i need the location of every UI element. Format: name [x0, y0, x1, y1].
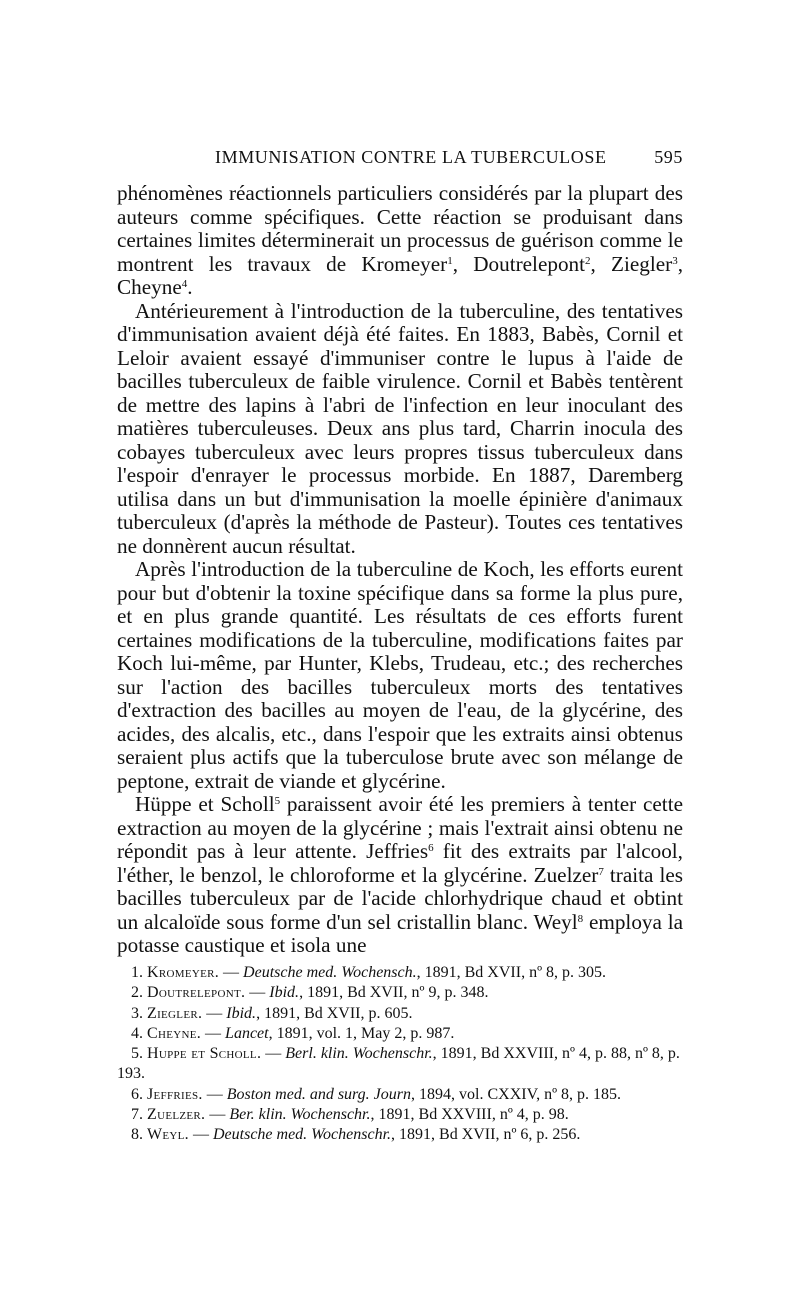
footnote-number: 7.: [131, 1106, 147, 1124]
footnote-dash: —: [245, 984, 270, 1002]
footnote: [117, 983, 683, 1003]
footnote-journal: Ber. klin. Wochenschr.: [229, 1106, 371, 1124]
footnote-journal: Deutsche med. Wochenschr.: [212, 1126, 392, 1144]
footnote-dash: —: [261, 1045, 286, 1063]
footnote-author: Jeffries.: [147, 1085, 203, 1103]
paragraph: [117, 300, 683, 559]
paragraph-text: .: [187, 275, 193, 299]
page-number: 595: [654, 147, 683, 167]
footnote: [117, 1004, 683, 1024]
footnote-dash: —: [202, 1004, 227, 1022]
footnote-marker: 1: [447, 254, 453, 267]
paragraph-text: , Cheyne: [117, 251, 683, 299]
footnote-number: 8.: [131, 1126, 147, 1144]
footnote-details: , 1891, Bd XVII, nº 9, p. 348.: [299, 984, 489, 1002]
footnote-author: Ziegler.: [147, 1004, 203, 1022]
footnote-details: , 1891, Bd XVII, nº 8, p. 305.: [416, 964, 607, 981]
paragraph-text: traita les bacilles tuberculeux par de l'acide chlorhydrique chaud et obtint un alcaloïde sous forme d'un sel cristallin blanc. Weyl: [117, 862, 683, 934]
footnote-number: 2.: [131, 984, 147, 1002]
paragraph-text: , Ziegler: [590, 251, 673, 276]
footnote: [117, 1125, 683, 1145]
footnote-dash: —: [188, 1126, 213, 1144]
footnote-author: Doutrelepont.: [147, 984, 246, 1002]
footnote-journal: Deutsche med. Wochensch.: [243, 964, 417, 981]
footnote-number: 5.: [131, 1045, 147, 1063]
footnotes: [117, 963, 683, 1146]
paragraph: [117, 558, 683, 793]
footnote-details: , 1891, Bd XVII, p. 605.: [256, 1004, 413, 1022]
body-text: [117, 182, 683, 958]
footnote: [117, 1105, 683, 1125]
paragraph-text: paraissent avoir été les premiers à tenter cette extraction au moyen de la glycérine ; mais l'extrait ainsi obtenu ne répondit pas à leur attente. Jeffries: [117, 792, 683, 863]
footnote-author: Cheyne.: [147, 1024, 202, 1042]
footnote-details: , 1891, Bd XXVIII, nº 4, p. 88, nº 8, p. 193.: [117, 1045, 680, 1083]
footnote-dash: —: [219, 964, 244, 981]
footnote-journal: Boston med. and surg. Journ: [226, 1085, 412, 1103]
footnote-dash: —: [202, 1085, 227, 1103]
footnote-journal: Berl. klin. Wochenschr.: [285, 1045, 433, 1063]
footnote-number: 3.: [131, 1004, 147, 1022]
footnote-dash: —: [201, 1024, 226, 1042]
footnote-details: , 1894, vol. CXXIV, nº 8, p. 185.: [411, 1085, 622, 1103]
footnote-marker: 3: [672, 254, 678, 267]
footnote-number: 1.: [131, 964, 147, 981]
footnote-author: Kromeyer.: [147, 964, 220, 981]
footnote: [117, 1044, 683, 1085]
footnote: [117, 963, 683, 983]
paragraph: [117, 182, 683, 300]
paragraph-text: Après l'introduction de la tuberculine de Koch, les efforts eurent pour but d'obtenir la toxine spécifique dans sa forme la plus pure, et en plus grande quantité. Les résultats de ces efforts furent certaines modifications de la tuberculine, modifications faites par Koch lui-même, par Hunter, Klebs, Trudeau, etc.; des recherches sur l'action des bacilles tuberculeux morts des tentatives d'extraction des bacilles au moyen de l'eau, de la glycérine, des acides, des alcalis, etc., dans l'espoir que les extraits ainsi obtenus seraient plus actifs que la tuberculose brute avec son mélange de peptone, extrait de viande et glycérine.: [117, 557, 683, 793]
footnote-marker: 8: [577, 912, 584, 925]
footnote-author: Zuelzer.: [147, 1106, 206, 1124]
footnote-marker: 6: [428, 842, 434, 854]
footnote-author: Huppe et Scholl.: [147, 1045, 262, 1063]
paragraph-text: Hüppe et Scholl: [135, 792, 275, 816]
footnote: [117, 1085, 683, 1105]
footnote-dash: —: [205, 1106, 230, 1124]
footnote-number: 4.: [131, 1024, 147, 1042]
footnote-journal: Lancet: [225, 1024, 269, 1042]
paragraph-text: Antérieurement à l'introduction de la tuberculine, des tentatives d'immunisation avaient déjà été faites. En 1883, Babès, Cornil et Leloir avaient essayé d'immuniser contre le lupus à l'aide de bacilles tuberculeux de faible virulence. Cornil et Babès tentèrent de mettre des lapins à l'abri de l'infection en leur inoculant des matières tuberculeuses. Deux ans plus tard, Charrin inocula des cobayes tuberculeux avec leurs propres tissus tuberculeux dans l'espoir d'enrayer le processus morbide. En 1887, Daremberg utilisa dans un but d'immunisation la moelle épinière d'animaux tuberculeux (d'après la méthode de Pasteur). Toutes ces tentatives ne donnèrent aucun résultat.: [117, 298, 683, 558]
running-title: IMMUNISATION CONTRE LA TUBERCULOSE: [215, 147, 607, 167]
paragraph-text: , Doutrelepont: [452, 251, 586, 276]
footnote-journal: Ibid.: [226, 1004, 257, 1022]
paragraph-text: phénomènes réactionnels particuliers considérés par la plupart des auteurs comme spécifiques. Cette réaction se produisant dans certaines limites déterminerait un processus de guérison comme le montrent les travaux de Kromeyer: [117, 181, 683, 276]
footnote-details: , 1891, Bd XXVIII, nº 4, p. 98.: [370, 1106, 569, 1124]
footnote-number: 6.: [131, 1085, 147, 1103]
paragraph-text: employa la potasse caustique et isola une: [117, 909, 684, 957]
footnote-marker: 7: [598, 865, 604, 878]
footnote-journal: Ibid.: [269, 984, 300, 1002]
footnote-marker: 5: [274, 795, 281, 807]
footnote-details: , 1891, vol. 1, May 2, p. 987.: [268, 1024, 455, 1042]
footnote: [117, 1024, 683, 1044]
footnote-author: Weyl.: [147, 1126, 189, 1144]
footnote-marker: 2: [585, 254, 591, 267]
paragraph: [117, 793, 683, 958]
footnote-marker: 4: [181, 278, 188, 290]
footnote-details: , 1891, Bd XVII, nº 6, p. 256.: [391, 1126, 581, 1144]
paragraph-text: fit des extraits par l'alcool, l'éther, le benzol, le chloroforme et la glycérine. Zuelzer: [117, 839, 683, 887]
